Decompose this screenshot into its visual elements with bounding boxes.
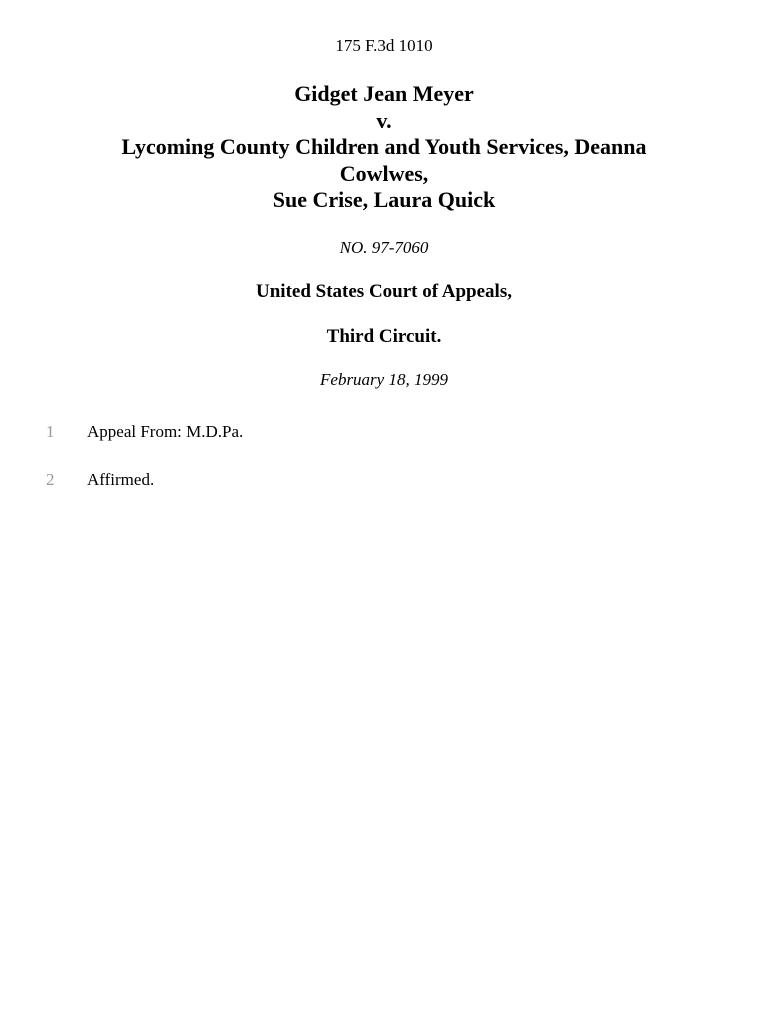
reporter-citation: 175 F.3d 1010	[335, 36, 433, 55]
court-name: United States Court of Appeals,	[256, 281, 512, 302]
defendants-line-1: Lycoming County Children and Youth Services, Deanna	[121, 134, 647, 159]
circuit-name: Third Circuit.	[326, 326, 442, 347]
decision-date: February 18, 1999	[320, 370, 448, 389]
versus-label: v.	[376, 107, 392, 133]
case-caption	[60, 81, 708, 214]
defendants-line-3: Sue Crise, Laura Quick	[272, 187, 496, 212]
paragraph-text: Appeal From: M.D.Pa.	[87, 422, 244, 441]
docket-number: NO. 97-7060	[339, 238, 429, 257]
paragraph-number: 1	[46, 422, 55, 441]
paragraph-number: 2	[46, 470, 55, 489]
paragraph-text: Affirmed.	[87, 470, 155, 489]
defendants-line-2: Cowlwes,	[339, 160, 429, 186]
plaintiff-name: Gidget Jean Meyer	[294, 81, 474, 106]
